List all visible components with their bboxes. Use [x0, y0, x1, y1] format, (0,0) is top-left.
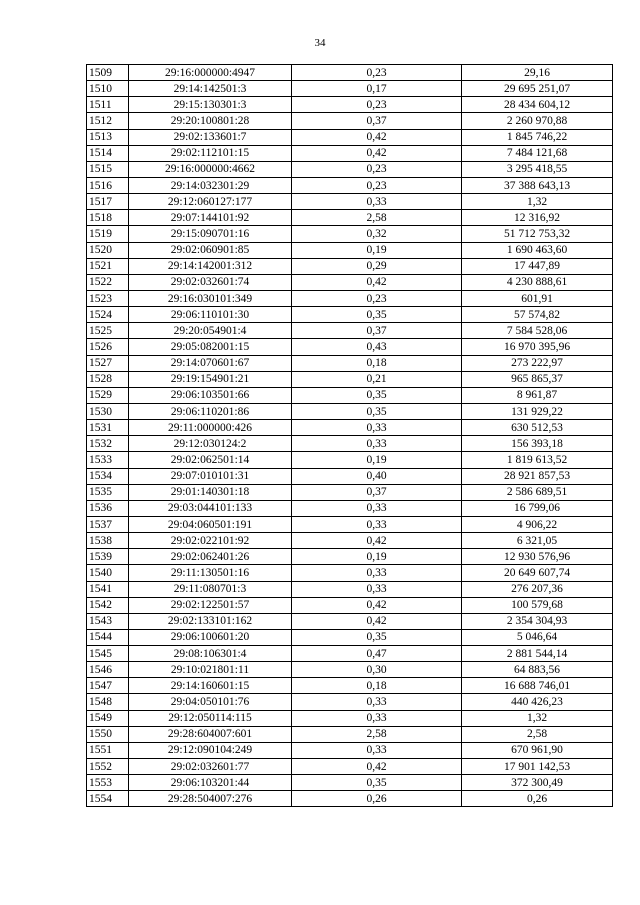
table-row: [87, 371, 613, 387]
rate-cell: 0,23: [292, 65, 462, 81]
rate-cell: 0,42: [292, 759, 462, 775]
row-number-cell: 1516: [87, 177, 129, 193]
rate-cell: 0,33: [292, 436, 462, 452]
row-number-cell: 1524: [87, 307, 129, 323]
row-number-cell: 1519: [87, 226, 129, 242]
row-number-cell: 1544: [87, 629, 129, 645]
cadastral-number-cell: 29:12:090104:249: [129, 742, 292, 758]
rate-cell: 0,26: [292, 791, 462, 807]
value-cell: 6 321,05: [462, 533, 613, 549]
rate-cell: 0,35: [292, 403, 462, 419]
cadastral-number-cell: 29:06:103501:66: [129, 387, 292, 403]
value-cell: 2 586 689,51: [462, 484, 613, 500]
table-row: [87, 420, 613, 436]
value-cell: 1 690 463,60: [462, 242, 613, 258]
table-row: [87, 323, 613, 339]
cadastral-number-cell: 29:12:060127:177: [129, 194, 292, 210]
rate-cell: 0,32: [292, 226, 462, 242]
value-cell: 7 584 528,06: [462, 323, 613, 339]
table-row: [87, 210, 613, 226]
cadastral-number-cell: 29:06:100601:20: [129, 629, 292, 645]
table-row: [87, 710, 613, 726]
cadastral-number-cell: 29:16:000000:4947: [129, 65, 292, 81]
rate-cell: 0,35: [292, 629, 462, 645]
value-cell: 100 579,68: [462, 597, 613, 613]
value-cell: 0,26: [462, 791, 613, 807]
row-number-cell: 1540: [87, 565, 129, 581]
value-cell: 276 207,36: [462, 581, 613, 597]
rate-cell: 0,47: [292, 646, 462, 662]
cadastral-number-cell: 29:10:021801:11: [129, 662, 292, 678]
table-row: [87, 759, 613, 775]
value-cell: 20 649 607,74: [462, 565, 613, 581]
table-row: [87, 613, 613, 629]
row-number-cell: 1511: [87, 97, 129, 113]
rate-cell: 0,40: [292, 468, 462, 484]
value-cell: 7 484 121,68: [462, 145, 613, 161]
table-row: [87, 791, 613, 807]
value-cell: 16 688 746,01: [462, 678, 613, 694]
row-number-cell: 1532: [87, 436, 129, 452]
cadastral-number-cell: 29:11:000000:426: [129, 420, 292, 436]
table-row: [87, 565, 613, 581]
row-number-cell: 1530: [87, 403, 129, 419]
row-number-cell: 1520: [87, 242, 129, 258]
cadastral-number-cell: 29:11:130501:16: [129, 565, 292, 581]
row-number-cell: 1509: [87, 65, 129, 81]
table-row: [87, 129, 613, 145]
rate-cell: 0,33: [292, 742, 462, 758]
rate-cell: 0,43: [292, 339, 462, 355]
row-number-cell: 1549: [87, 710, 129, 726]
rate-cell: 0,17: [292, 81, 462, 97]
table-row: [87, 629, 613, 645]
table-row: [87, 549, 613, 565]
value-cell: 37 388 643,13: [462, 177, 613, 193]
cadastral-number-cell: 29:02:062501:14: [129, 452, 292, 468]
table-row: [87, 194, 613, 210]
value-cell: 4 230 888,61: [462, 274, 613, 290]
rate-cell: 0,29: [292, 258, 462, 274]
rate-cell: 0,33: [292, 516, 462, 532]
rate-cell: 0,19: [292, 452, 462, 468]
cadastral-number-cell: 29:02:133601:7: [129, 129, 292, 145]
table-row: [87, 726, 613, 742]
cadastral-number-cell: 29:05:082001:15: [129, 339, 292, 355]
value-cell: 372 300,49: [462, 775, 613, 791]
cadastral-number-cell: 29:14:032301:29: [129, 177, 292, 193]
value-cell: 12 316,92: [462, 210, 613, 226]
rate-cell: 2,58: [292, 210, 462, 226]
value-cell: 29 695 251,07: [462, 81, 613, 97]
rate-cell: 0,33: [292, 194, 462, 210]
rate-cell: 0,37: [292, 323, 462, 339]
table-row: [87, 694, 613, 710]
cadastral-number-cell: 29:20:100801:28: [129, 113, 292, 129]
table-row: [87, 161, 613, 177]
cadastral-number-cell: 29:20:054901:4: [129, 323, 292, 339]
table-row: [87, 65, 613, 81]
cadastral-number-cell: 29:14:142501:3: [129, 81, 292, 97]
rate-cell: 0,33: [292, 420, 462, 436]
rate-cell: 0,33: [292, 500, 462, 516]
row-number-cell: 1543: [87, 613, 129, 629]
cadastral-number-cell: 29:02:062401:26: [129, 549, 292, 565]
table-row: [87, 452, 613, 468]
cadastral-number-cell: 29:07:010101:31: [129, 468, 292, 484]
table-row: [87, 81, 613, 97]
value-cell: 51 712 753,32: [462, 226, 613, 242]
row-number-cell: 1522: [87, 274, 129, 290]
page-number: 34: [314, 37, 326, 49]
table-row: [87, 662, 613, 678]
rate-cell: 0,21: [292, 371, 462, 387]
row-number-cell: 1510: [87, 81, 129, 97]
rate-cell: 0,33: [292, 710, 462, 726]
row-number-cell: 1529: [87, 387, 129, 403]
table-row: [87, 500, 613, 516]
table-row: [87, 581, 613, 597]
value-cell: 3 295 418,55: [462, 161, 613, 177]
rate-cell: 0,33: [292, 694, 462, 710]
table-row: [87, 274, 613, 290]
row-number-cell: 1545: [87, 646, 129, 662]
cadastral-number-cell: 29:02:032601:74: [129, 274, 292, 290]
rate-cell: 0,18: [292, 355, 462, 371]
value-cell: 2 354 304,93: [462, 613, 613, 629]
rate-cell: 2,58: [292, 726, 462, 742]
row-number-cell: 1554: [87, 791, 129, 807]
cadastral-number-cell: 29:02:122501:57: [129, 597, 292, 613]
row-number-cell: 1527: [87, 355, 129, 371]
cadastral-number-cell: 29:12:050114:115: [129, 710, 292, 726]
value-cell: 57 574,82: [462, 307, 613, 323]
rate-cell: 0,42: [292, 597, 462, 613]
value-cell: 28 434 604,12: [462, 97, 613, 113]
rate-cell: 0,37: [292, 113, 462, 129]
row-number-cell: 1553: [87, 775, 129, 791]
table-row: [87, 742, 613, 758]
table-row: [87, 145, 613, 161]
rate-cell: 0,23: [292, 177, 462, 193]
table-row: [87, 468, 613, 484]
cadastral-number-cell: 29:08:106301:4: [129, 646, 292, 662]
value-cell: 12 930 576,96: [462, 549, 613, 565]
row-number-cell: 1528: [87, 371, 129, 387]
value-cell: 1 819 613,52: [462, 452, 613, 468]
value-cell: 29,16: [462, 65, 613, 81]
table-row: [87, 355, 613, 371]
table-row: [87, 97, 613, 113]
cadastral-number-cell: 29:02:112101:15: [129, 145, 292, 161]
row-number-cell: 1514: [87, 145, 129, 161]
cadastral-number-cell: 29:19:154901:21: [129, 371, 292, 387]
rate-cell: 0,18: [292, 678, 462, 694]
row-number-cell: 1551: [87, 742, 129, 758]
cadastral-number-cell: 29:16:030101:349: [129, 290, 292, 306]
value-cell: 4 906,22: [462, 516, 613, 532]
row-number-cell: 1526: [87, 339, 129, 355]
value-cell: 17 901 142,53: [462, 759, 613, 775]
cadastral-number-cell: 29:04:060501:191: [129, 516, 292, 532]
value-cell: 965 865,37: [462, 371, 613, 387]
row-number-cell: 1550: [87, 726, 129, 742]
row-number-cell: 1539: [87, 549, 129, 565]
row-number-cell: 1523: [87, 290, 129, 306]
rate-cell: 0,42: [292, 129, 462, 145]
table-row: [87, 113, 613, 129]
cadastral-number-cell: 29:02:022101:92: [129, 533, 292, 549]
cadastral-number-cell: 29:02:133101:162: [129, 613, 292, 629]
cadastral-number-cell: 29:03:044101:133: [129, 500, 292, 516]
cadastral-number-cell: 29:28:604007:601: [129, 726, 292, 742]
value-cell: 5 046,64: [462, 629, 613, 645]
value-cell: 16 799,06: [462, 500, 613, 516]
value-cell: 28 921 857,53: [462, 468, 613, 484]
value-cell: 1,32: [462, 710, 613, 726]
rate-cell: 0,35: [292, 307, 462, 323]
value-cell: 8 961,87: [462, 387, 613, 403]
row-number-cell: 1513: [87, 129, 129, 145]
value-cell: 131 929,22: [462, 403, 613, 419]
row-number-cell: 1548: [87, 694, 129, 710]
cadastral-number-cell: 29:15:090701:16: [129, 226, 292, 242]
row-number-cell: 1512: [87, 113, 129, 129]
value-cell: 17 447,89: [462, 258, 613, 274]
row-number-cell: 1538: [87, 533, 129, 549]
rate-cell: 0,37: [292, 484, 462, 500]
table-row: [87, 258, 613, 274]
table-body: [87, 65, 613, 807]
value-cell: 2,58: [462, 726, 613, 742]
value-cell: 1,32: [462, 194, 613, 210]
cadastral-number-cell: 29:16:000000:4662: [129, 161, 292, 177]
table-row: [87, 307, 613, 323]
row-number-cell: 1536: [87, 500, 129, 516]
value-cell: 64 883,56: [462, 662, 613, 678]
value-cell: 273 222,97: [462, 355, 613, 371]
row-number-cell: 1546: [87, 662, 129, 678]
row-number-cell: 1515: [87, 161, 129, 177]
rate-cell: 0,19: [292, 242, 462, 258]
cadastral-number-cell: 29:04:050101:76: [129, 694, 292, 710]
cadastral-number-cell: 29:02:060901:85: [129, 242, 292, 258]
value-cell: 156 393,18: [462, 436, 613, 452]
row-number-cell: 1521: [87, 258, 129, 274]
row-number-cell: 1518: [87, 210, 129, 226]
rate-cell: 0,42: [292, 533, 462, 549]
table-row: [87, 516, 613, 532]
cadastral-number-cell: 29:01:140301:18: [129, 484, 292, 500]
cadastral-number-cell: 29:14:070601:67: [129, 355, 292, 371]
table-row: [87, 597, 613, 613]
row-number-cell: 1517: [87, 194, 129, 210]
table-row: [87, 646, 613, 662]
cadastral-number-cell: 29:14:160601:15: [129, 678, 292, 694]
table-row: [87, 403, 613, 419]
rate-cell: 0,42: [292, 613, 462, 629]
table-row: [87, 339, 613, 355]
rate-cell: 0,42: [292, 274, 462, 290]
rate-cell: 0,42: [292, 145, 462, 161]
rate-cell: 0,33: [292, 565, 462, 581]
row-number-cell: 1541: [87, 581, 129, 597]
table-row: [87, 387, 613, 403]
value-cell: 670 961,90: [462, 742, 613, 758]
rate-cell: 0,30: [292, 662, 462, 678]
cadastral-number-cell: 29:15:130301:3: [129, 97, 292, 113]
rate-cell: 0,35: [292, 775, 462, 791]
rate-cell: 0,23: [292, 161, 462, 177]
row-number-cell: 1533: [87, 452, 129, 468]
value-cell: 1 845 746,22: [462, 129, 613, 145]
row-number-cell: 1542: [87, 597, 129, 613]
cadastral-number-cell: 29:06:110101:30: [129, 307, 292, 323]
value-cell: 440 426,23: [462, 694, 613, 710]
cadastral-number-cell: 29:28:504007:276: [129, 791, 292, 807]
cadastral-value-table: [86, 64, 613, 807]
table-row: [87, 484, 613, 500]
table-row: [87, 242, 613, 258]
cadastral-number-cell: 29:11:080701:3: [129, 581, 292, 597]
row-number-cell: 1531: [87, 420, 129, 436]
value-cell: 601,91: [462, 290, 613, 306]
value-cell: 2 260 970,88: [462, 113, 613, 129]
rate-cell: 0,19: [292, 549, 462, 565]
table-row: [87, 775, 613, 791]
rate-cell: 0,23: [292, 97, 462, 113]
table-row: [87, 436, 613, 452]
table-row: [87, 533, 613, 549]
row-number-cell: 1535: [87, 484, 129, 500]
table-row: [87, 226, 613, 242]
rate-cell: 0,35: [292, 387, 462, 403]
row-number-cell: 1552: [87, 759, 129, 775]
value-cell: 16 970 395,96: [462, 339, 613, 355]
cadastral-number-cell: 29:07:144101:92: [129, 210, 292, 226]
row-number-cell: 1534: [87, 468, 129, 484]
cadastral-number-cell: 29:12:030124:2: [129, 436, 292, 452]
table-row: [87, 177, 613, 193]
cadastral-number-cell: 29:06:103201:44: [129, 775, 292, 791]
row-number-cell: 1537: [87, 516, 129, 532]
row-number-cell: 1525: [87, 323, 129, 339]
table-row: [87, 290, 613, 306]
value-cell: 630 512,53: [462, 420, 613, 436]
cadastral-number-cell: 29:02:032601:77: [129, 759, 292, 775]
cadastral-number-cell: 29:06:110201:86: [129, 403, 292, 419]
value-cell: 2 881 544,14: [462, 646, 613, 662]
rate-cell: 0,33: [292, 581, 462, 597]
row-number-cell: 1547: [87, 678, 129, 694]
cadastral-number-cell: 29:14:142001:312: [129, 258, 292, 274]
table-row: [87, 678, 613, 694]
rate-cell: 0,23: [292, 290, 462, 306]
